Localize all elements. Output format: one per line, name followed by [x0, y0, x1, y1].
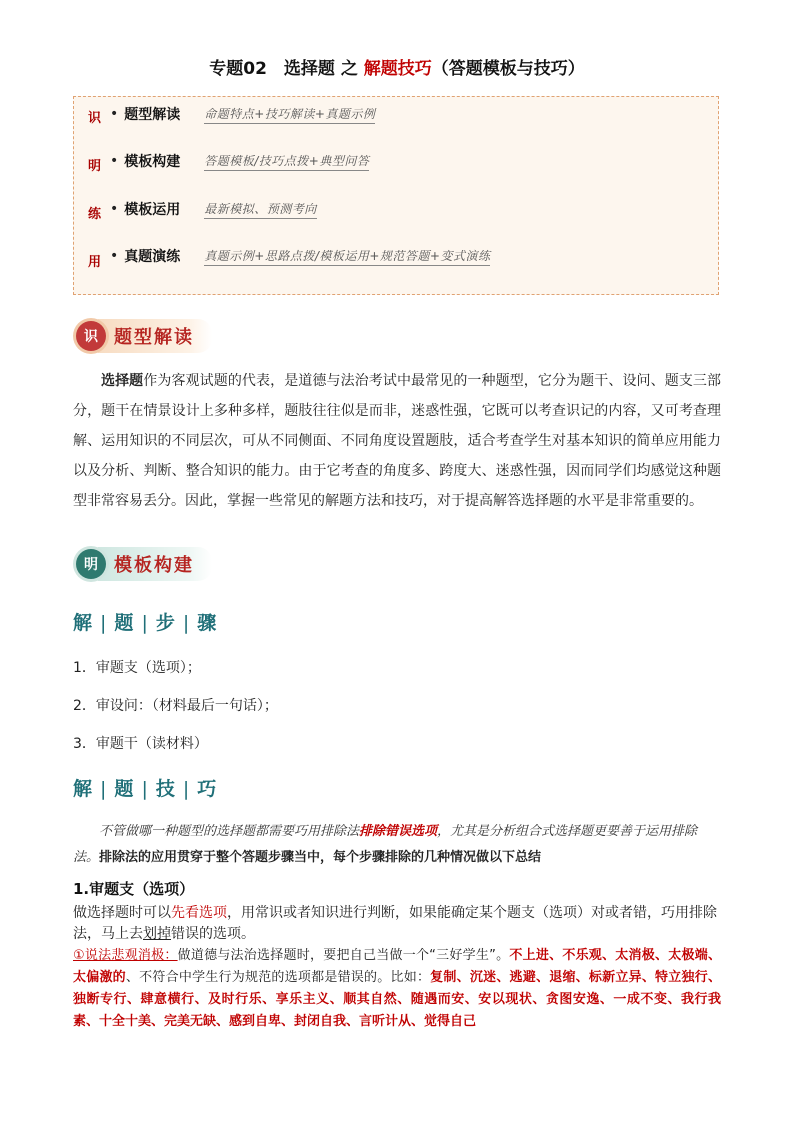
sub-paragraph	[73, 903, 721, 945]
steps-heading: 解 | 题 | 步 | 骤	[73, 612, 219, 634]
overview-label: 模板运用	[124, 202, 181, 218]
page-title	[0, 54, 794, 79]
overview-label: 题型解读	[124, 107, 181, 123]
heading-char: 解	[73, 612, 95, 634]
heading-char: 步	[155, 612, 177, 634]
detail-text: 做道德与法治选择题时，要把自己当做一个“三好学生”。	[177, 948, 510, 963]
side-char: 明	[88, 159, 102, 174]
skills-intro	[73, 819, 721, 871]
step-item: 2．审设问：（材料最后一句话）；	[73, 698, 278, 714]
side-char: 用	[88, 255, 102, 270]
detail-text: 、不符合中学生行为规范的选项都是错误的。比如：	[125, 970, 431, 985]
title-suffix: （答题模板与技巧）	[431, 59, 585, 79]
sub-highlight: 先看选项	[171, 905, 227, 921]
sub-text: 错误的选项。	[171, 926, 255, 942]
bullet-icon: •	[110, 106, 119, 122]
bullet-icon: •	[110, 248, 119, 264]
step-item: 1．审题支（选项）；	[73, 660, 201, 676]
overview-box	[73, 96, 719, 295]
side-char: 识	[88, 111, 102, 126]
sub-text: 做选择题时可以	[73, 905, 171, 921]
title-prefix: 专题02 选择题 之	[209, 59, 364, 79]
overview-side-chars	[88, 107, 106, 299]
heading-char: 题	[114, 778, 136, 800]
intro-keyword: 选择题	[101, 373, 144, 389]
detail-highlight: 不上进、不乐观、太消极、太极端、太偏激的	[73, 948, 721, 985]
detail-paragraph	[73, 945, 721, 1033]
skills-heading: 解 | 题 | 技 | 巧	[73, 778, 219, 800]
skills-intro-bold: 排除法的应用贯穿于整个答题步骤当中，每个步骤排除的几种情况做以下总结	[99, 850, 542, 865]
overview-row	[110, 245, 490, 267]
overview-desc: 命题特点+技巧解读+真题示例	[204, 105, 375, 124]
section-badge-template	[76, 548, 212, 580]
overview-desc: 答题模板/技巧点拨+典型问答	[204, 152, 369, 171]
badge-label: 模板构建	[98, 547, 212, 581]
skills-intro-highlight: 排除错误选项	[359, 824, 438, 839]
overview-desc: 最新模拟、预测考向	[204, 200, 317, 219]
overview-label: 真题演练	[124, 249, 181, 265]
sub-heading: 1.审题支（选项）	[73, 880, 195, 898]
step-item: 3．审题干（读材料）	[73, 736, 208, 752]
badge-circle-icon: 明	[76, 549, 106, 579]
overview-row	[110, 150, 369, 172]
badge-label: 题型解读	[98, 319, 212, 353]
badge-circle-icon: 识	[76, 321, 106, 351]
detail-label: ①说法悲观消极：	[73, 948, 178, 963]
overview-desc: 真题示例+思路点拨/模板运用+规范答题+变式演练	[204, 247, 490, 266]
skills-intro-text: ，尤其是分析组合式选择题更要善于运用排除法。	[73, 824, 698, 865]
interpretation-paragraph	[73, 366, 721, 516]
heading-char: 巧	[197, 778, 219, 800]
detail-highlight: 复制、沉迷、逃避、退缩、标新立异、特立独行、独断专行、肆意横行、及时行乐、享乐主义、顺其自然、随遇而安、安以现状、贪图安逸、一成不变、我行我素、十全十美、完美无缺、感到自卑、封闭自我、言听计从、觉得自己	[73, 970, 721, 1029]
sub-underline: 划掉	[143, 926, 171, 942]
skills-intro-text: 不管做哪一种题型的选择题都需要巧用排除法	[99, 824, 360, 839]
heading-char: 题	[114, 612, 136, 634]
sub-text: ，用常识或者知识进行判断，如果能确定某个题支（选项）对或者错，巧用排除法，马上去	[73, 905, 717, 942]
bullet-icon: •	[110, 153, 119, 169]
overview-row	[110, 103, 375, 125]
overview-label: 模板构建	[124, 154, 181, 170]
side-char: 练	[88, 207, 102, 222]
section-badge-interpretation	[76, 320, 212, 352]
heading-char: 解	[73, 778, 95, 800]
heading-char: 技	[155, 778, 177, 800]
intro-text: 作为客观试题的代表，是道德与法治考试中最常见的一种题型，它分为题干、设问、题支三部分，题干在情景设计上多种多样，题肢往往似是而非，迷惑性强，它既可以考查识记的内容，又可考查理解、运用知识的不同层次，可从不同侧面、不同角度设置题肢，适合考查学生对基本知识的简单应用能力以及分析、判断、整合知识的能力。由于它考查的角度多、跨度大、迷惑性强，因而同学们均感觉这种题型非常容易丢分。因此，掌握一些常见的解题方法和技巧，对于提高解答选择题的水平是非常重要的。	[73, 373, 721, 509]
overview-row	[110, 198, 317, 220]
heading-char: 骤	[197, 612, 219, 634]
bullet-icon: •	[110, 201, 119, 217]
title-highlight: 解题技巧	[363, 59, 432, 79]
